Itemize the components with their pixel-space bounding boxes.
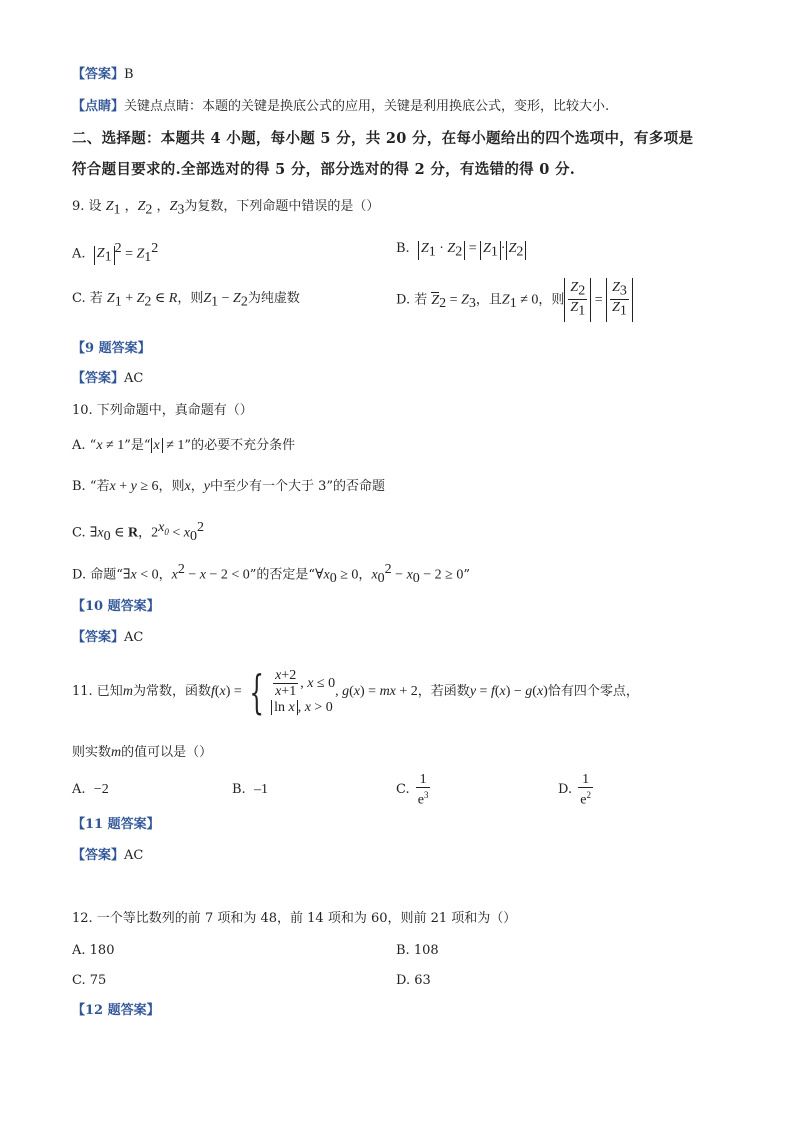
- q12-option-d: D. 63: [396, 973, 431, 988]
- q11-answer-value: AC: [124, 848, 144, 863]
- q10-option-b-pre: B. “若: [72, 479, 110, 494]
- q10-option-b-mid: ，则: [158, 479, 185, 494]
- q11-option-c: C. $\frac{1}{e^3}$: [396, 771, 429, 808]
- q12-option-b: B. 108: [396, 943, 439, 958]
- q9-option-c-post: 为纯虚数: [247, 291, 300, 306]
- q9-option-a: A. $Z_1^2 = Z_1^2$: [72, 241, 159, 265]
- q11-option-c-label: C.: [396, 782, 410, 797]
- q12-answer-header: 【12 题答案】: [72, 1003, 160, 1018]
- q10-stem: 10. 下列命题中，真命题有（）: [72, 403, 253, 418]
- answer-label: 【答案】: [72, 67, 125, 82]
- q9-option-b: B. $Z_1 \cdot Z_2 = Z_1 \cdot Z_2$: [396, 240, 526, 260]
- q11-stem-mid2: ，若函数: [417, 684, 470, 699]
- q9-answer-value: AC: [124, 371, 144, 386]
- q9-stem-pre: 9. 设: [72, 199, 102, 214]
- q9-option-c: C. 若 $Z_1 + Z_2$ ∈ R，则$Z_1 - Z_2$为纯虚数: [72, 291, 300, 310]
- q11-stem-line2: 则实数m的值可以是（）: [72, 745, 213, 760]
- q10-option-a: A. “x ≠ 1”是“ x ≠ 1”的必要不充分条件: [72, 438, 296, 453]
- q11-stem-pre: 11. 已知: [72, 684, 123, 699]
- q11-stem-line2-pre: 则实数: [72, 745, 112, 760]
- q9-option-d-mid2: ，则: [538, 292, 565, 308]
- q11-stem-post: 恰有四个零点，: [547, 684, 639, 699]
- section-heading-line2: 符合题目要求的.全部选对的得 5 分，部分选对的得 2 分，有选错的得 0 分.: [72, 161, 576, 178]
- q10-answer-header: 【10 题答案】: [72, 599, 160, 614]
- q9-option-a-label: A.: [72, 246, 86, 262]
- q11-option-d-label: D.: [558, 782, 573, 797]
- q10-option-d: D. 命题“∃x < 0，$x^2 - x - 2 < 0$”的否定是“$\forall x_0 \ge 0$，$x_0^2 - x_0 - 2 \ge 0$”: [72, 562, 471, 586]
- q12-stem: 12. 一个等比数列的前 7 项和为 48，前 14 项和为 60，则前 21 项和为（）: [72, 911, 517, 926]
- comment-text: 关键点点睛：本题的关键是换底公式的应用，关键是利用换底公式，变形，比较大小.: [124, 99, 610, 114]
- answer-value: B: [124, 67, 134, 82]
- q11-option-b: [232, 781, 268, 799]
- q10-option-d-pre: D. 命题“: [72, 567, 123, 583]
- q11-stem-mid1: 为常数，函数: [132, 684, 211, 699]
- q12-option-c: C. 75: [72, 973, 107, 988]
- q9-option-d: D. 若 $Z_2 = Z_3$，且$Z_1 \ne 0$，则 $\frac{Z_2}{Z_1}$ = $\frac{Z_3}{Z_1}$: [396, 278, 633, 326]
- comment-label: 【点睛】: [72, 99, 125, 114]
- q9-stem-post: 为复数，下列命题中错误的是（）: [184, 199, 380, 214]
- section-heading-line1: 二、选择题：本题共 4 小题，每小题 5 分，共 20 分，在每小题给出的四个选项中，有多项是: [72, 130, 694, 147]
- q11-answer: [72, 847, 143, 865]
- q9-option-b-label: B.: [396, 241, 410, 256]
- q10-option-b-post: 中至少有一个大于 3”的否命题: [209, 479, 386, 494]
- q9-option-d-pre: D. 若: [396, 292, 428, 308]
- q10-answer-value: AC: [124, 630, 144, 645]
- q9-answer-label: 【答案】: [72, 371, 125, 386]
- q11-option-b-label: B.: [232, 782, 246, 797]
- q9-answer: [72, 370, 143, 388]
- q10-option-c-pre: C.: [72, 525, 86, 541]
- q11-option-a-label: A.: [72, 782, 86, 797]
- q11-option-d: D. $\frac{1}{e^2}$: [558, 771, 591, 808]
- q12-option-a: A. 180: [72, 943, 115, 958]
- q11-answer-label: 【答案】: [72, 848, 125, 863]
- q9-stem: 9. 设 $Z_1$ ，$Z_2$ ，$Z_3$为复数，下列命题中错误的是（）: [72, 199, 380, 218]
- comment-line: [72, 98, 609, 116]
- q10-option-a-mid: ”是“: [124, 438, 151, 453]
- q11-option-b-value: –1: [253, 782, 268, 797]
- q10-option-d-mid: ”的否定是“: [249, 567, 316, 583]
- q10-option-b: B. “若x + y ≥ 6，则x，y中至少有一个大于 3”的否命题: [72, 479, 386, 494]
- q10-option-a-post: ”的必要不充分条件: [184, 438, 296, 453]
- q10-option-a-pre: A. “: [72, 438, 97, 453]
- q10-option-c: C. $\exists x_0$ ∈ R，$2^{x_0} < x_0^2$: [72, 520, 204, 544]
- q10-answer: [72, 629, 143, 647]
- q11-stem-line2-post: 的值可以是（）: [121, 745, 213, 760]
- q9-option-d-mid1: ，且: [475, 292, 502, 308]
- q11-stem: 11. 已知m为常数，函数f(x) = { $\frac{x+2}{x+1}$ , x ≤ 0 ln x , x > 0 , g(x) = mx + 2，若函数y = f(x) − g(x)恰有四个零点，: [72, 664, 639, 719]
- q11-option-a-value: −2: [93, 782, 109, 797]
- q9-option-c-mid: ，则: [177, 291, 204, 306]
- q10-answer-label: 【答案】: [72, 630, 125, 645]
- q11-answer-header: 【11 题答案】: [72, 817, 160, 832]
- q10-option-d-post: ”: [463, 567, 471, 583]
- prev-answer: [72, 66, 134, 84]
- q9-option-c-pre: C. 若: [72, 291, 103, 306]
- q9-answer-header: 【9 题答案】: [72, 341, 151, 356]
- q11-option-a: [72, 781, 109, 799]
